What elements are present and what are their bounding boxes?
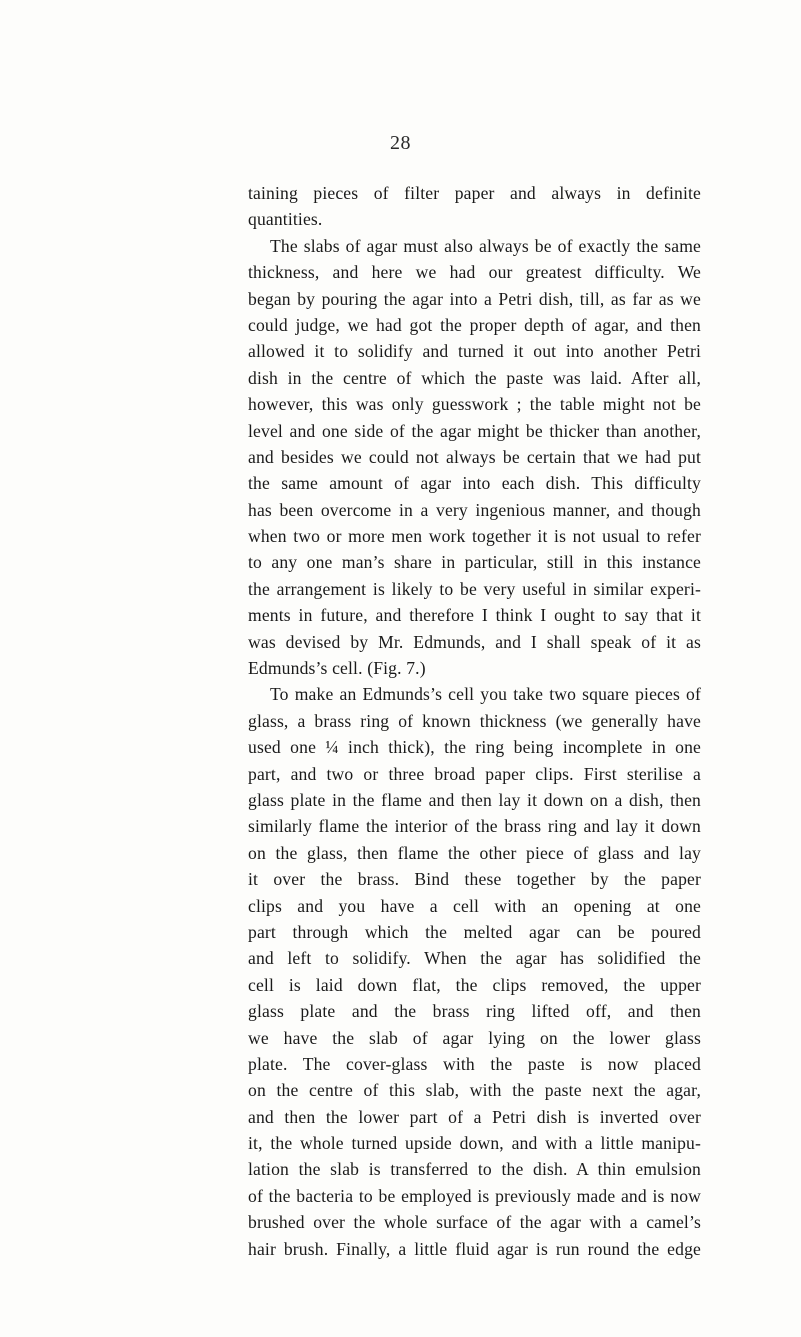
text-line: glass plate in the flame and then lay it down on a dish, then — [248, 789, 701, 810]
text-line: has been overcome in a very ingenious manner, and though — [248, 499, 701, 520]
body-text — [248, 180, 701, 1262]
text-line: thickness, and here we had our greatest difficulty. We — [248, 262, 701, 283]
text-line: The slabs of agar must also always be of exactly the same — [270, 235, 701, 256]
text-line: on the glass, then flame the other piece of glass and lay — [248, 842, 701, 863]
text-line: and left to solidify. When the agar has solidified the — [248, 948, 701, 969]
page-number: 28 — [390, 132, 411, 154]
text-line: it over the brass. Bind these together by the paper — [248, 869, 701, 890]
text-line: however, this was only guesswork ; the table might not be — [248, 394, 701, 415]
text-line: ments in future, and therefore I think I ought to say that it — [248, 605, 701, 626]
text-line: To make an Edmunds’s cell you take two square pieces of — [270, 684, 701, 705]
text-line: of the bacteria to be employed is previously made and is now — [248, 1185, 701, 1206]
text-line: was devised by Mr. Edmunds, and I shall speak of it as — [248, 631, 701, 652]
text-line: similarly flame the interior of the brass ring and lay it down — [248, 816, 701, 837]
text-line: used one ¼ inch thick), the ring being incomplete in one — [248, 737, 701, 758]
text-line: lation the slab is transferred to the dish. A thin emulsion — [248, 1159, 701, 1180]
text-line: the arrangement is likely to be very useful in similar experi- — [248, 578, 701, 599]
text-line: level and one side of the agar might be thicker than another, — [248, 420, 701, 441]
text-line: could judge, we had got the proper depth of agar, and then — [248, 314, 701, 335]
text-line: on the centre of this slab, with the paste next the agar, — [248, 1080, 701, 1101]
text-line: part through which the melted agar can be poured — [248, 921, 701, 942]
text-line: cell is laid down flat, the clips removed, the upper — [248, 974, 701, 995]
text-line: taining pieces of filter paper and always in definite — [248, 183, 701, 203]
text-line: Edmunds’s cell. (Fig. 7.) — [248, 658, 426, 679]
text-line: hair brush. Finally, a little fluid agar is run round the edge — [248, 1238, 701, 1259]
text-line: we have the slab of agar lying on the lower glass — [248, 1027, 701, 1048]
text-line: quantities. — [248, 209, 323, 230]
text-line: and then the lower part of a Petri dish is inverted over — [248, 1106, 701, 1127]
text-line: glass plate and the brass ring lifted off, and then — [248, 1001, 701, 1022]
text-line: the same amount of agar into each dish. This difficulty — [248, 473, 701, 494]
text-line: to any one man’s share in particular, still in this instance — [248, 552, 701, 573]
text-line: it, the whole turned upside down, and with a little manipu- — [248, 1133, 701, 1154]
text-line: dish in the centre of which the paste was laid. After all, — [248, 367, 701, 388]
text-line: and besides we could not always be certain that we had put — [248, 446, 701, 467]
text-line: glass, a brass ring of known thickness (we generally have — [248, 710, 701, 731]
text-line: allowed it to solidify and turned it out into another Petri — [248, 341, 701, 362]
text-line: clips and you have a cell with an opening at one — [248, 895, 701, 916]
text-line: part, and two or three broad paper clips. First sterilise a — [248, 763, 701, 784]
text-line: plate. The cover-glass with the paste is now placed — [248, 1053, 701, 1074]
text-line: when two or more men work together it is not usual to refer — [248, 526, 701, 547]
text-line: brushed over the whole surface of the agar with a camel’s — [248, 1212, 701, 1233]
text-line: began by pouring the agar into a Petri dish, till, as far as we — [248, 288, 701, 309]
